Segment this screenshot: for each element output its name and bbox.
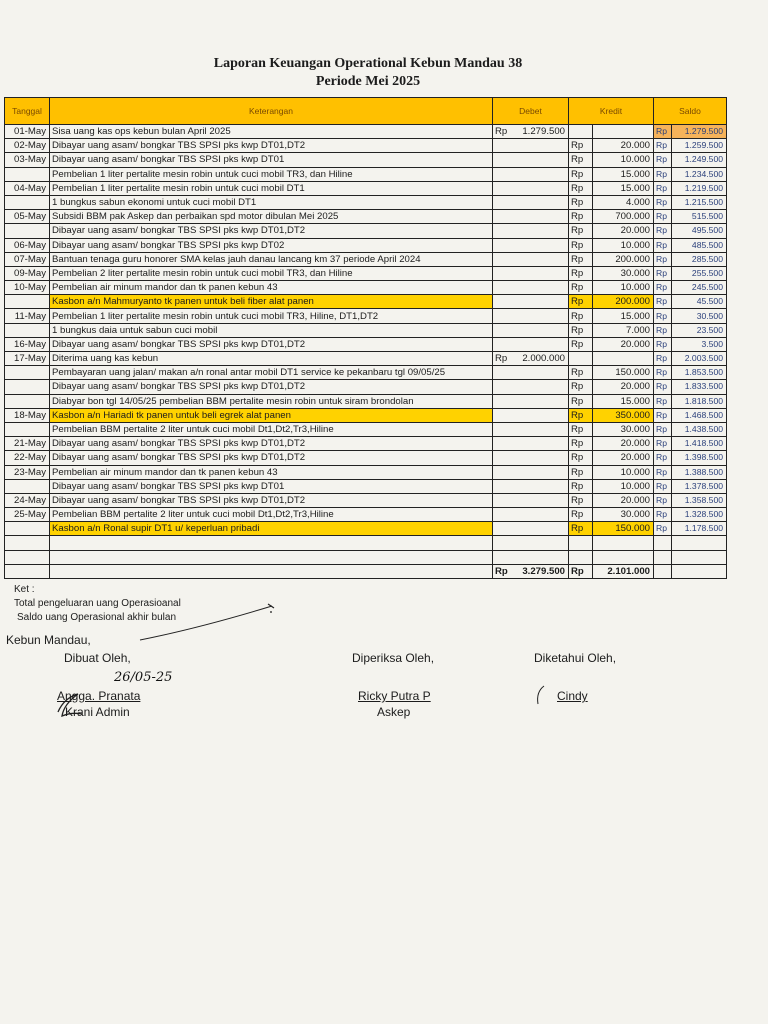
row-kredit: 4.000: [593, 195, 654, 209]
row-saldo: 2.003.500: [672, 352, 727, 366]
row-saldo-rp: Rp: [654, 224, 672, 238]
row-saldo-rp: Rp: [654, 238, 672, 252]
notes-ket: Ket :: [14, 584, 35, 595]
row-kredit: 150.000: [593, 522, 654, 536]
col-keterangan: Keterangan: [50, 98, 493, 125]
row-saldo-rp: Rp: [654, 210, 672, 224]
row-debet-rp: Rp: [495, 353, 508, 365]
total-debet-value: 3.279.500: [522, 565, 565, 577]
row-saldo: 23.500: [672, 323, 727, 337]
row-kredit-rp: Rp: [569, 437, 593, 451]
row-saldo: 1.378.500: [672, 479, 727, 493]
total-kredit-rp: Rp: [569, 564, 593, 578]
row-kredit-rp: Rp: [569, 153, 593, 167]
sig-ack-name: Cindy: [557, 689, 588, 703]
row-saldo: 1.468.500: [672, 408, 727, 422]
row-kredit: 10.000: [593, 465, 654, 479]
row-description: Subsidi BBM pak Askep dan perbaikan spd motor dibulan Mei 2025: [50, 210, 493, 224]
row-kredit-rp: Rp: [569, 210, 593, 224]
row-date: 03-May: [5, 153, 50, 167]
row-saldo-rp: Rp: [654, 493, 672, 507]
row-saldo-rp: Rp: [654, 508, 672, 522]
row-saldo: 1.279.500: [672, 125, 727, 139]
row-kredit: 200.000: [593, 252, 654, 266]
row-saldo: 1.249.500: [672, 153, 727, 167]
row-kredit-rp: Rp: [569, 408, 593, 422]
row-description: Pembelian BBM pertalite 2 liter untuk cuci mobil Dt1,Dt2,Tr3,Hiline: [50, 508, 493, 522]
row-date: 04-May: [5, 181, 50, 195]
row-kredit: 10.000: [593, 479, 654, 493]
row-saldo-rp: Rp: [654, 522, 672, 536]
row-date: 09-May: [5, 266, 50, 280]
row-description: Dibayar uang asam/ bongkar TBS SPSI pks kwp DT01,DT2: [50, 437, 493, 451]
row-saldo: 515.500: [672, 210, 727, 224]
row-date: 18-May: [5, 408, 50, 422]
col-kredit: Kredit: [569, 98, 654, 125]
row-kredit-rp: Rp: [569, 493, 593, 507]
row-description: Dibayar uang asam/ bongkar TBS SPSI pks kwp DT01,DT2: [50, 493, 493, 507]
sig-checked-role: Askep: [377, 705, 411, 719]
row-kredit-rp: Rp: [569, 366, 593, 380]
row-description: Dibayar uang asam/ bongkar TBS SPSI pks kwp DT02: [50, 238, 493, 252]
row-description: Dibayar uang asam/ bongkar TBS SPSI pks kwp DT01: [50, 153, 493, 167]
row-kredit: 30.000: [593, 266, 654, 280]
row-description: Pembelian 1 liter pertalite mesin robin untuk cuci mobil DT1: [50, 181, 493, 195]
row-description: Kasbon a/n Hariadi tk panen untuk beli egrek alat panen: [50, 408, 493, 422]
sig-made-label: Dibuat Oleh,: [64, 651, 131, 665]
row-saldo-rp: Rp: [654, 266, 672, 280]
col-debet: Debet: [493, 98, 569, 125]
row-kredit: 20.000: [593, 493, 654, 507]
sig-place: Kebun Mandau,: [6, 633, 91, 647]
row-kredit: 20.000: [593, 380, 654, 394]
row-description: Dibayar uang asam/ bongkar TBS SPSI pks kwp DT01,DT2: [50, 451, 493, 465]
row-debet-value: 2.000.000: [522, 353, 565, 365]
row-saldo: 30.500: [672, 309, 727, 323]
row-saldo-rp: Rp: [654, 295, 672, 309]
row-description: Dibayar uang asam/ bongkar TBS SPSI pks kwp DT01: [50, 479, 493, 493]
row-saldo: 1.388.500: [672, 465, 727, 479]
col-saldo: Saldo: [654, 98, 727, 125]
row-kredit: 10.000: [593, 238, 654, 252]
row-saldo-rp: Rp: [654, 281, 672, 295]
sig-made-date: 26/05-25: [114, 670, 173, 685]
sig-made-role: Krani Admin: [65, 705, 130, 719]
row-kredit-rp: Rp: [569, 323, 593, 337]
row-kredit: 350.000: [593, 408, 654, 422]
row-kredit: 10.000: [593, 281, 654, 295]
row-saldo: 1.234.500: [672, 167, 727, 181]
row-kredit-rp: Rp: [569, 380, 593, 394]
row-kredit: 700.000: [593, 210, 654, 224]
row-saldo: 1.418.500: [672, 437, 727, 451]
row-kredit-rp: Rp: [569, 167, 593, 181]
row-saldo-rp: Rp: [654, 167, 672, 181]
row-saldo-rp: Rp: [654, 465, 672, 479]
row-description: Diabyar bon tgl 14/05/25 pembelian BBM pertalite mesin robin untuk siram brondolan: [50, 394, 493, 408]
row-saldo: 1.818.500: [672, 394, 727, 408]
row-saldo: 255.500: [672, 266, 727, 280]
row-saldo: 245.500: [672, 281, 727, 295]
row-date: 05-May: [5, 210, 50, 224]
row-saldo: 1.219.500: [672, 181, 727, 195]
row-date: 25-May: [5, 508, 50, 522]
row-saldo-rp: Rp: [654, 451, 672, 465]
row-kredit: 30.000: [593, 422, 654, 436]
row-kredit: 10.000: [593, 153, 654, 167]
row-description: Diterima uang kas kebun: [50, 352, 493, 366]
row-saldo-rp: Rp: [654, 139, 672, 153]
row-kredit-rp: Rp: [569, 195, 593, 209]
row-saldo-rp: Rp: [654, 125, 672, 139]
row-saldo: 1.259.500: [672, 139, 727, 153]
row-description: Pembelian BBM pertalite 2 liter untuk cuci mobil Dt1,Dt2,Tr3,Hiline: [50, 422, 493, 436]
row-description: Pembelian 2 liter pertalite mesin robin untuk cuci mobil TR3, dan Hiline: [50, 266, 493, 280]
row-date: 22-May: [5, 451, 50, 465]
row-debet-rp: Rp: [495, 126, 508, 138]
sig-ack-label: Diketahui Oleh,: [534, 651, 617, 665]
row-saldo: 1.853.500: [672, 366, 727, 380]
row-kredit: 20.000: [593, 337, 654, 351]
row-saldo-rp: Rp: [654, 337, 672, 351]
row-kredit-rp: Rp: [569, 181, 593, 195]
report-title: Laporan Keuangan Operational Kebun Mandau 38: [213, 56, 523, 71]
row-saldo: 1.328.500: [672, 508, 727, 522]
row-kredit-rp: Rp: [569, 479, 593, 493]
row-kredit-rp: Rp: [569, 422, 593, 436]
row-description: Pembelian air minum mandor dan tk panen kebun 43: [50, 465, 493, 479]
row-kredit-rp: Rp: [569, 309, 593, 323]
row-kredit: 15.000: [593, 394, 654, 408]
row-kredit-rp: Rp: [569, 522, 593, 536]
row-kredit: 150.000: [593, 366, 654, 380]
row-description: 1 bungkus daia untuk sabun cuci mobil: [50, 323, 493, 337]
row-description: Bantuan tenaga guru honorer SMA kelas jauh danau lancang km 37 periode April 2024: [50, 252, 493, 266]
row-date: 01-May: [5, 125, 50, 139]
row-kredit: 7.000: [593, 323, 654, 337]
notes-line1: Total pengeluaran uang Operasioanal: [14, 598, 181, 609]
row-kredit-rp: Rp: [569, 266, 593, 280]
row-date: 21-May: [5, 437, 50, 451]
row-kredit-rp: Rp: [569, 508, 593, 522]
row-kredit-rp: Rp: [569, 295, 593, 309]
row-kredit: 15.000: [593, 309, 654, 323]
row-debet-value: 1.279.500: [522, 126, 565, 138]
row-description: Dibayar uang asam/ bongkar TBS SPSI pks kwp DT01,DT2: [50, 224, 493, 238]
sig-made-name: Angga. Pranata: [57, 689, 141, 703]
row-saldo: 1.833.500: [672, 380, 727, 394]
row-saldo: 485.500: [672, 238, 727, 252]
row-saldo-rp: Rp: [654, 366, 672, 380]
row-date: 02-May: [5, 139, 50, 153]
row-description: Pembelian air minum mandor dan tk panen kebun 43: [50, 281, 493, 295]
row-kredit: 20.000: [593, 224, 654, 238]
row-date: 06-May: [5, 238, 50, 252]
row-kredit-rp: Rp: [569, 139, 593, 153]
row-description: Kasbon a/n Mahmuryanto tk panen untuk beli fiber alat panen: [50, 295, 493, 309]
row-saldo: 1.215.500: [672, 195, 727, 209]
row-saldo-rp: Rp: [654, 195, 672, 209]
row-saldo: 3.500: [672, 337, 727, 351]
row-kredit: 200.000: [593, 295, 654, 309]
row-date: 24-May: [5, 493, 50, 507]
row-saldo: 1.398.500: [672, 451, 727, 465]
total-kredit-value: 2.101.000: [593, 564, 654, 578]
row-saldo-rp: Rp: [654, 394, 672, 408]
sig-checked-name: Ricky Putra P: [358, 689, 431, 703]
sig-checked-label: Diperiksa Oleh,: [352, 651, 435, 665]
row-saldo-rp: Rp: [654, 422, 672, 436]
row-description: Sisa uang kas ops kebun bulan April 2025: [50, 125, 493, 139]
row-kredit: 15.000: [593, 167, 654, 181]
row-date: 23-May: [5, 465, 50, 479]
row-saldo-rp: Rp: [654, 380, 672, 394]
row-description: Pembayaran uang jalan/ makan a/n ronal antar mobil DT1 service ke pekanbaru tgl 09/05/25: [50, 366, 493, 380]
notes-line2: Saldo uang Operasional akhir bulan: [17, 612, 176, 623]
col-tanggal: Tanggal: [5, 98, 50, 125]
row-date: 17-May: [5, 352, 50, 366]
row-kredit: 15.000: [593, 181, 654, 195]
row-kredit: 20.000: [593, 139, 654, 153]
total-debet-rp: Rp: [495, 565, 508, 577]
report-period: Periode Mei 2025: [315, 74, 421, 89]
row-kredit-rp: Rp: [569, 337, 593, 351]
row-saldo-rp: Rp: [654, 153, 672, 167]
row-saldo-rp: Rp: [654, 408, 672, 422]
row-kredit-rp: Rp: [569, 224, 593, 238]
row-description: Pembelian 1 liter pertalite mesin robin untuk cuci mobil TR3, dan Hiline: [50, 167, 493, 181]
row-saldo-rp: Rp: [654, 323, 672, 337]
row-description: 1 bungkus sabun ekonomi untuk cuci mobil DT1: [50, 195, 493, 209]
row-saldo-rp: Rp: [654, 309, 672, 323]
row-kredit-rp: Rp: [569, 465, 593, 479]
row-saldo: 1.358.500: [672, 493, 727, 507]
row-saldo-rp: Rp: [654, 437, 672, 451]
row-saldo: 1.438.500: [672, 422, 727, 436]
row-kredit-rp: Rp: [569, 238, 593, 252]
row-description: Kasbon a/n Ronal supir DT1 u/ keperluan pribadi: [50, 522, 493, 536]
row-description: Dibayar uang asam/ bongkar TBS SPSI pks kwp DT01,DT2: [50, 380, 493, 394]
row-saldo-rp: Rp: [654, 352, 672, 366]
row-kredit: 20.000: [593, 437, 654, 451]
row-date: 16-May: [5, 337, 50, 351]
row-date: 11-May: [5, 309, 50, 323]
row-saldo-rp: Rp: [654, 479, 672, 493]
row-saldo: 285.500: [672, 252, 727, 266]
row-description: Dibayar uang asam/ bongkar TBS SPSI pks kwp DT01,DT2: [50, 139, 493, 153]
row-date: 07-May: [5, 252, 50, 266]
row-kredit-rp: Rp: [569, 394, 593, 408]
row-date: 10-May: [5, 281, 50, 295]
row-saldo: 1.178.500: [672, 522, 727, 536]
row-kredit-rp: Rp: [569, 451, 593, 465]
row-description: Pembelian 1 liter pertalite mesin robin untuk cuci mobil TR3, Hiline, DT1,DT2: [50, 309, 493, 323]
row-description: Dibayar uang asam/ bongkar TBS SPSI pks kwp DT01,DT2: [50, 337, 493, 351]
row-saldo-rp: Rp: [654, 181, 672, 195]
row-saldo: 45.500: [672, 295, 727, 309]
row-kredit-rp: Rp: [569, 281, 593, 295]
row-kredit: 30.000: [593, 508, 654, 522]
row-saldo: 495.500: [672, 224, 727, 238]
row-kredit: 20.000: [593, 451, 654, 465]
row-saldo-rp: Rp: [654, 252, 672, 266]
row-kredit-rp: Rp: [569, 252, 593, 266]
